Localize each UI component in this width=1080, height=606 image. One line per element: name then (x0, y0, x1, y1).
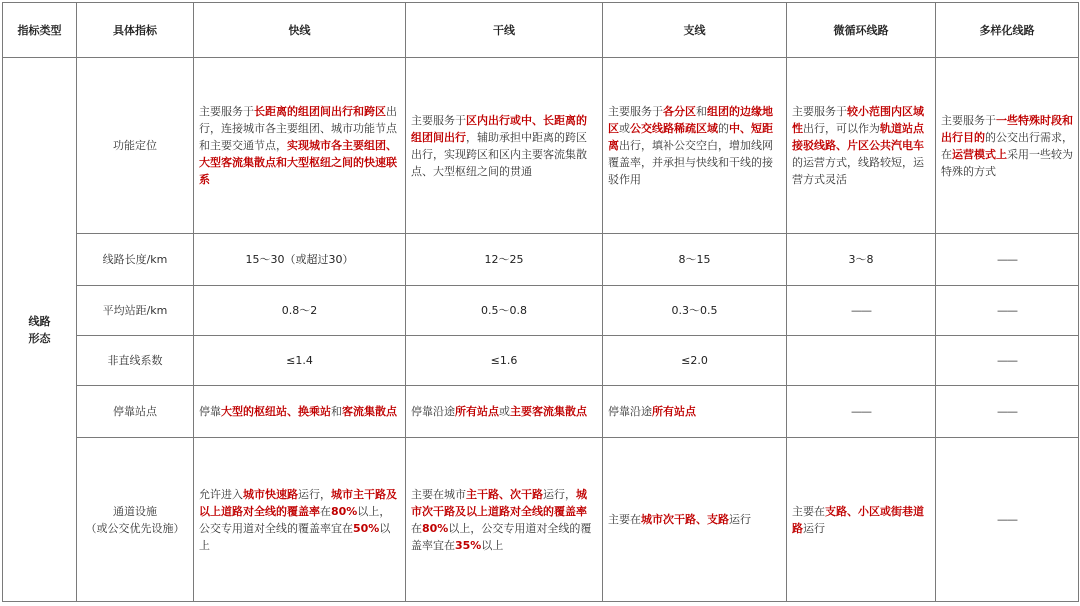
row-spacing (3, 286, 1079, 336)
cell-length-express: 15～30（或超过30） (194, 234, 406, 286)
header-diversified-line: 多样化线路 (936, 3, 1079, 58)
highlight-text: 较小范围内区域性 (792, 105, 924, 135)
highlight-text: 长距离的组团间出行和跨区 (254, 105, 386, 118)
plain-text: 以上 (481, 538, 504, 552)
plain-text: 以上，公交专用道对全线的覆盖率宜在 (199, 504, 391, 535)
row-channel (3, 438, 1079, 602)
cell-length-branch: 8～15 (603, 234, 787, 286)
plain-text: 出行，可以作为 (803, 122, 880, 135)
highlight-text: 公交线路稀疏区域 (630, 122, 718, 135)
header-trunk-line: 干线 (406, 3, 603, 58)
cell-stops-branch (603, 386, 787, 438)
plain-text: 主要在 (792, 504, 825, 518)
plain-text: 的公交出行需求，在 (941, 130, 1073, 161)
plain-text: 采用一些较为特殊的方式 (941, 147, 1073, 178)
category-line1: 线路 (28, 314, 51, 328)
cell-length-diversified: —— (936, 234, 1079, 286)
plain-text: 出行，连接城市各主要组团、城市功能节点和主要交通节点， (199, 105, 397, 152)
header-express-line: 快线 (194, 3, 406, 58)
row-label-stops: 停靠站点 (77, 386, 194, 438)
header-indicator-type: 指标类型 (3, 3, 77, 58)
header-specific-indicator: 具体指标 (77, 3, 194, 58)
cell-channel-express (194, 438, 406, 602)
header-branch-line: 支线 (603, 3, 787, 58)
cell-stops-trunk (406, 386, 603, 438)
plain-text: 出行，填补公交空白，增加线网覆盖率，并承担与快线和干线的接驳作用 (608, 139, 773, 186)
cell-channel-trunk (406, 438, 603, 602)
highlight-text: 主干路、次干路 (466, 487, 543, 501)
plain-text: 运行， (298, 487, 331, 501)
highlight-text: 客流集散点 (342, 405, 397, 418)
cell-spacing-express: 0.8～2 (194, 286, 406, 336)
row-nonlinear (3, 336, 1079, 386)
highlight-text: 80% (422, 521, 449, 535)
cell-function-express (194, 58, 406, 234)
cell-spacing-micro: —— (787, 286, 936, 336)
plain-text: 主要服务于 (941, 113, 996, 127)
row-length (3, 234, 1079, 286)
cell-function-micro (787, 58, 936, 234)
row-label-channel-line2: （或公交优先设施） (85, 521, 185, 535)
row-label-nonlinear: 非直线系数 (77, 336, 194, 386)
category-line-form (3, 58, 77, 602)
highlight-text: 区内出行或中、长距离的组团间出行 (411, 113, 587, 144)
row-function (3, 58, 1079, 234)
highlight-text: 支路、小区或街巷道路 (792, 504, 924, 535)
plain-text: 停靠沿途 (411, 405, 455, 418)
plain-text: 主要在城市 (411, 487, 466, 501)
highlight-text: 运营模式上 (952, 147, 1007, 161)
header-micro-circulation-line: 微循环线路 (787, 3, 936, 58)
plain-text: ，辅助承担中距离的跨区出行，实现跨区和区内主要客流集散点、大型枢纽之间的贯通 (411, 130, 587, 178)
cell-length-micro: 3～8 (787, 234, 936, 286)
cell-nonlinear-diversified: —— (936, 336, 1079, 386)
plain-text: 和 (331, 405, 342, 418)
plain-text: 或 (619, 122, 630, 135)
plain-text: 运行 (729, 513, 751, 526)
highlight-text: 城市次干路及以上道路对全线的覆盖率 (411, 487, 587, 518)
highlight-text: 城市主干路及以上道路对全线的覆盖率 (199, 487, 397, 518)
cell-spacing-branch: 0.3～0.5 (603, 286, 787, 336)
plain-text: 的运营方式，线路较短，运营方式灵活 (792, 156, 924, 186)
plain-text: 主要服务于 (411, 113, 466, 127)
cell-channel-micro (787, 438, 936, 602)
highlight-text: 各分区 (663, 105, 696, 118)
cell-stops-micro: —— (787, 386, 936, 438)
plain-text: 在 (320, 504, 331, 518)
row-label-function: 功能定位 (77, 58, 194, 234)
plain-text: 以上，公交专用道对全线的覆盖率宜在 (411, 521, 592, 552)
highlight-text: 大型的枢纽站、换乘站 (221, 405, 331, 418)
cell-spacing-diversified: —— (936, 286, 1079, 336)
row-label-channel-line1: 通道设施 (113, 504, 157, 518)
cell-function-trunk (406, 58, 603, 234)
plain-text: 运行 (803, 521, 825, 535)
plain-text: 的 (718, 122, 729, 135)
header-row (3, 3, 1079, 58)
plain-text: 和 (696, 105, 707, 118)
plain-text: 主要服务于 (608, 105, 663, 118)
highlight-text: 80% (331, 504, 358, 518)
plain-text: 或 (499, 405, 510, 418)
highlight-text: 所有站点 (455, 405, 499, 418)
plain-text: 主要在 (608, 513, 641, 526)
highlight-text: 35% (455, 538, 482, 552)
highlight-text: 组团的边缘地区 (608, 105, 773, 135)
cell-function-diversified (936, 58, 1079, 234)
cell-stops-diversified: —— (936, 386, 1079, 438)
highlight-text: 城市次干路、支路 (641, 513, 729, 526)
cell-spacing-trunk: 0.5～0.8 (406, 286, 603, 336)
plain-text: 停靠沿途 (608, 405, 652, 418)
row-label-spacing: 平均站距/km (77, 286, 194, 336)
plain-text: 主要服务于 (199, 105, 254, 118)
plain-text: 在 (411, 521, 422, 535)
category-line2: 形态 (28, 331, 51, 345)
row-label-length: 线路长度/km (77, 234, 194, 286)
plain-text: 允许进入 (199, 487, 243, 501)
highlight-text: 实现城市各主要组团、大型客流集散点和大型枢纽之间的快速联系 (199, 139, 397, 186)
cell-channel-branch (603, 438, 787, 602)
cell-nonlinear-branch: ≤2.0 (603, 336, 787, 386)
row-label-channel (77, 438, 194, 602)
highlight-text: 所有站点 (652, 405, 696, 418)
highlight-text: 轨道站点接驳线路、片区公共汽电车 (792, 122, 924, 152)
plain-text: 停靠 (199, 405, 221, 418)
row-stops (3, 386, 1079, 438)
cell-nonlinear-trunk: ≤1.6 (406, 336, 603, 386)
highlight-text: 中、短距离 (608, 122, 773, 152)
cell-length-trunk: 12～25 (406, 234, 603, 286)
cell-channel-diversified: —— (936, 438, 1079, 602)
cell-function-branch (603, 58, 787, 234)
plain-text: 以上 (199, 521, 391, 552)
highlight-text: 城市快速路 (243, 487, 298, 501)
cell-nonlinear-express: ≤1.4 (194, 336, 406, 386)
plain-text: 主要服务于 (792, 105, 847, 118)
plain-text: 运行， (543, 487, 576, 501)
indicator-table (2, 2, 1079, 602)
highlight-text: 一些特殊时段和出行目的 (941, 113, 1073, 144)
cell-stops-express (194, 386, 406, 438)
cell-nonlinear-micro (787, 336, 936, 386)
highlight-text: 主要客流集散点 (510, 405, 587, 418)
highlight-text: 50% (353, 521, 380, 535)
